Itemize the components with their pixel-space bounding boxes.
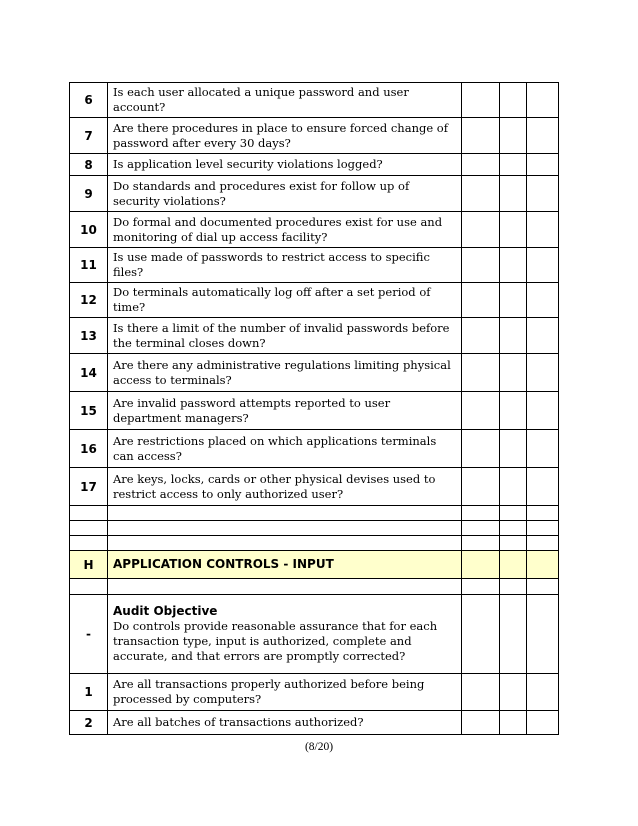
checklist-row bbox=[70, 283, 559, 318]
item-number: 1 bbox=[70, 674, 108, 711]
response-cell-1[interactable] bbox=[462, 674, 500, 711]
checklist-row bbox=[70, 430, 559, 468]
checklist-row bbox=[70, 468, 559, 506]
response-cell-1[interactable] bbox=[462, 506, 500, 521]
response-cell-2[interactable] bbox=[500, 551, 527, 579]
response-cell-2[interactable] bbox=[500, 506, 527, 521]
response-cell-3[interactable] bbox=[527, 176, 559, 212]
page-number: (8/20) bbox=[304, 741, 334, 753]
question-text: Are there procedures in place to ensure forced change of password after every 30 days? bbox=[108, 118, 462, 154]
checklist-row bbox=[70, 118, 559, 154]
response-cell-3[interactable] bbox=[527, 551, 559, 579]
item-number: 6 bbox=[70, 83, 108, 118]
response-cell-3[interactable] bbox=[527, 536, 559, 551]
item-number: 15 bbox=[70, 392, 108, 430]
response-cell-2[interactable] bbox=[500, 468, 527, 506]
response-cell-1[interactable] bbox=[462, 468, 500, 506]
question-text: Are keys, locks, cards or other physical devises used to restrict access to only authorized user? bbox=[108, 468, 462, 506]
response-cell-2[interactable] bbox=[500, 521, 527, 536]
question-text bbox=[108, 536, 462, 551]
item-number: - bbox=[70, 595, 108, 674]
item-number: 9 bbox=[70, 176, 108, 212]
response-cell-2[interactable] bbox=[500, 118, 527, 154]
response-cell-3[interactable] bbox=[527, 468, 559, 506]
response-cell-1[interactable] bbox=[462, 154, 500, 176]
response-cell-3[interactable] bbox=[527, 674, 559, 711]
response-cell-2[interactable] bbox=[500, 595, 527, 674]
response-cell-2[interactable] bbox=[500, 674, 527, 711]
response-cell-1[interactable] bbox=[462, 283, 500, 318]
response-cell-2[interactable] bbox=[500, 392, 527, 430]
checklist-row bbox=[70, 212, 559, 248]
response-cell-1[interactable] bbox=[462, 595, 500, 674]
checklist-row bbox=[70, 154, 559, 176]
checklist-row bbox=[70, 176, 559, 212]
response-cell-3[interactable] bbox=[527, 392, 559, 430]
item-number: H bbox=[70, 551, 108, 579]
audit-checklist-table bbox=[69, 82, 559, 735]
response-cell-3[interactable] bbox=[527, 283, 559, 318]
item-number: 11 bbox=[70, 248, 108, 283]
checklist-row bbox=[70, 248, 559, 283]
question-text bbox=[108, 506, 462, 521]
section-title: APPLICATION CONTROLS - INPUT bbox=[108, 551, 462, 579]
question-text: Is application level security violations logged? bbox=[108, 154, 462, 176]
response-cell-3[interactable] bbox=[527, 506, 559, 521]
question-text: Are restrictions placed on which applications terminals can access? bbox=[108, 430, 462, 468]
question-text: Are all transactions properly authorized before being processed by computers? bbox=[108, 674, 462, 711]
response-cell-1[interactable] bbox=[462, 248, 500, 283]
question-text: Are there any administrative regulations limiting physical access to terminals? bbox=[108, 354, 462, 392]
response-cell-1[interactable] bbox=[462, 318, 500, 354]
checklist-row bbox=[70, 318, 559, 354]
item-number: 8 bbox=[70, 154, 108, 176]
empty-row bbox=[70, 536, 559, 551]
response-cell-3[interactable] bbox=[527, 83, 559, 118]
response-cell-1[interactable] bbox=[462, 536, 500, 551]
item-number: 16 bbox=[70, 430, 108, 468]
response-cell-1[interactable] bbox=[462, 118, 500, 154]
response-cell-3[interactable] bbox=[527, 430, 559, 468]
question-text: Is each user allocated a unique password and user account? bbox=[108, 83, 462, 118]
item-number bbox=[70, 521, 108, 536]
audit-objective-row bbox=[70, 595, 559, 674]
checklist-row bbox=[70, 354, 559, 392]
question-text: Is use made of passwords to restrict access to specific files? bbox=[108, 248, 462, 283]
empty-row bbox=[70, 579, 559, 595]
response-cell-3[interactable] bbox=[527, 595, 559, 674]
question-text bbox=[108, 521, 462, 536]
empty-row bbox=[70, 521, 559, 536]
response-cell-3[interactable] bbox=[527, 711, 559, 735]
response-cell-2[interactable] bbox=[500, 536, 527, 551]
item-number: 12 bbox=[70, 283, 108, 318]
question-text: Do terminals automatically log off after a set period of time? bbox=[108, 283, 462, 318]
response-cell-1[interactable] bbox=[462, 176, 500, 212]
empty-row bbox=[70, 506, 559, 521]
response-cell-3[interactable] bbox=[527, 118, 559, 154]
audit-objective-text: Do controls provide reasonable assurance that for each transaction type, input is authorized, complete and accurate, and that errors are promptly corrected? bbox=[113, 619, 438, 663]
response-cell-2[interactable] bbox=[500, 248, 527, 283]
audit-objective-title: Audit Objective bbox=[113, 604, 218, 618]
question-text: Are invalid password attempts reported to user department managers? bbox=[108, 392, 462, 430]
response-cell-2[interactable] bbox=[500, 318, 527, 354]
section-header-row bbox=[70, 551, 559, 579]
response-cell-2[interactable] bbox=[500, 283, 527, 318]
question-text: Do standards and procedures exist for follow up of security violations? bbox=[108, 176, 462, 212]
item-number bbox=[70, 506, 108, 521]
response-cell-3[interactable] bbox=[527, 212, 559, 248]
item-number bbox=[70, 536, 108, 551]
response-cell-2[interactable] bbox=[500, 711, 527, 735]
item-number: 17 bbox=[70, 468, 108, 506]
checklist-row bbox=[70, 674, 559, 711]
item-number: 7 bbox=[70, 118, 108, 154]
response-cell-2[interactable] bbox=[500, 354, 527, 392]
question-text: Are all batches of transactions authorized? bbox=[108, 711, 462, 735]
item-number: 2 bbox=[70, 711, 108, 735]
response-cell-1[interactable] bbox=[462, 212, 500, 248]
item-number: 13 bbox=[70, 318, 108, 354]
response-cell-2[interactable] bbox=[500, 579, 527, 595]
response-cell-1[interactable] bbox=[462, 521, 500, 536]
response-cell-1[interactable] bbox=[462, 354, 500, 392]
checklist-row bbox=[70, 392, 559, 430]
item-number: 10 bbox=[70, 212, 108, 248]
question-text: Do formal and documented procedures exist for use and monitoring of dial up access facility? bbox=[108, 212, 462, 248]
response-cell-2[interactable] bbox=[500, 430, 527, 468]
response-cell-1[interactable] bbox=[462, 430, 500, 468]
response-cell-1[interactable] bbox=[462, 711, 500, 735]
response-cell-3[interactable] bbox=[527, 521, 559, 536]
response-cell-3[interactable] bbox=[527, 248, 559, 283]
checklist-row bbox=[70, 711, 559, 735]
response-cell-3[interactable] bbox=[527, 154, 559, 176]
response-cell-3[interactable] bbox=[527, 354, 559, 392]
response-cell-1[interactable] bbox=[462, 392, 500, 430]
response-cell-3[interactable] bbox=[527, 318, 559, 354]
question-text bbox=[108, 579, 462, 595]
audit-objective bbox=[108, 595, 462, 674]
response-cell-3[interactable] bbox=[527, 579, 559, 595]
question-text: Is there a limit of the number of invalid passwords before the terminal closes down? bbox=[108, 318, 462, 354]
response-cell-1[interactable] bbox=[462, 83, 500, 118]
item-number: 14 bbox=[70, 354, 108, 392]
response-cell-1[interactable] bbox=[462, 579, 500, 595]
response-cell-2[interactable] bbox=[500, 154, 527, 176]
checklist-row bbox=[70, 83, 559, 118]
item-number bbox=[70, 579, 108, 595]
response-cell-2[interactable] bbox=[500, 176, 527, 212]
response-cell-2[interactable] bbox=[500, 83, 527, 118]
response-cell-2[interactable] bbox=[500, 212, 527, 248]
response-cell-1[interactable] bbox=[462, 551, 500, 579]
